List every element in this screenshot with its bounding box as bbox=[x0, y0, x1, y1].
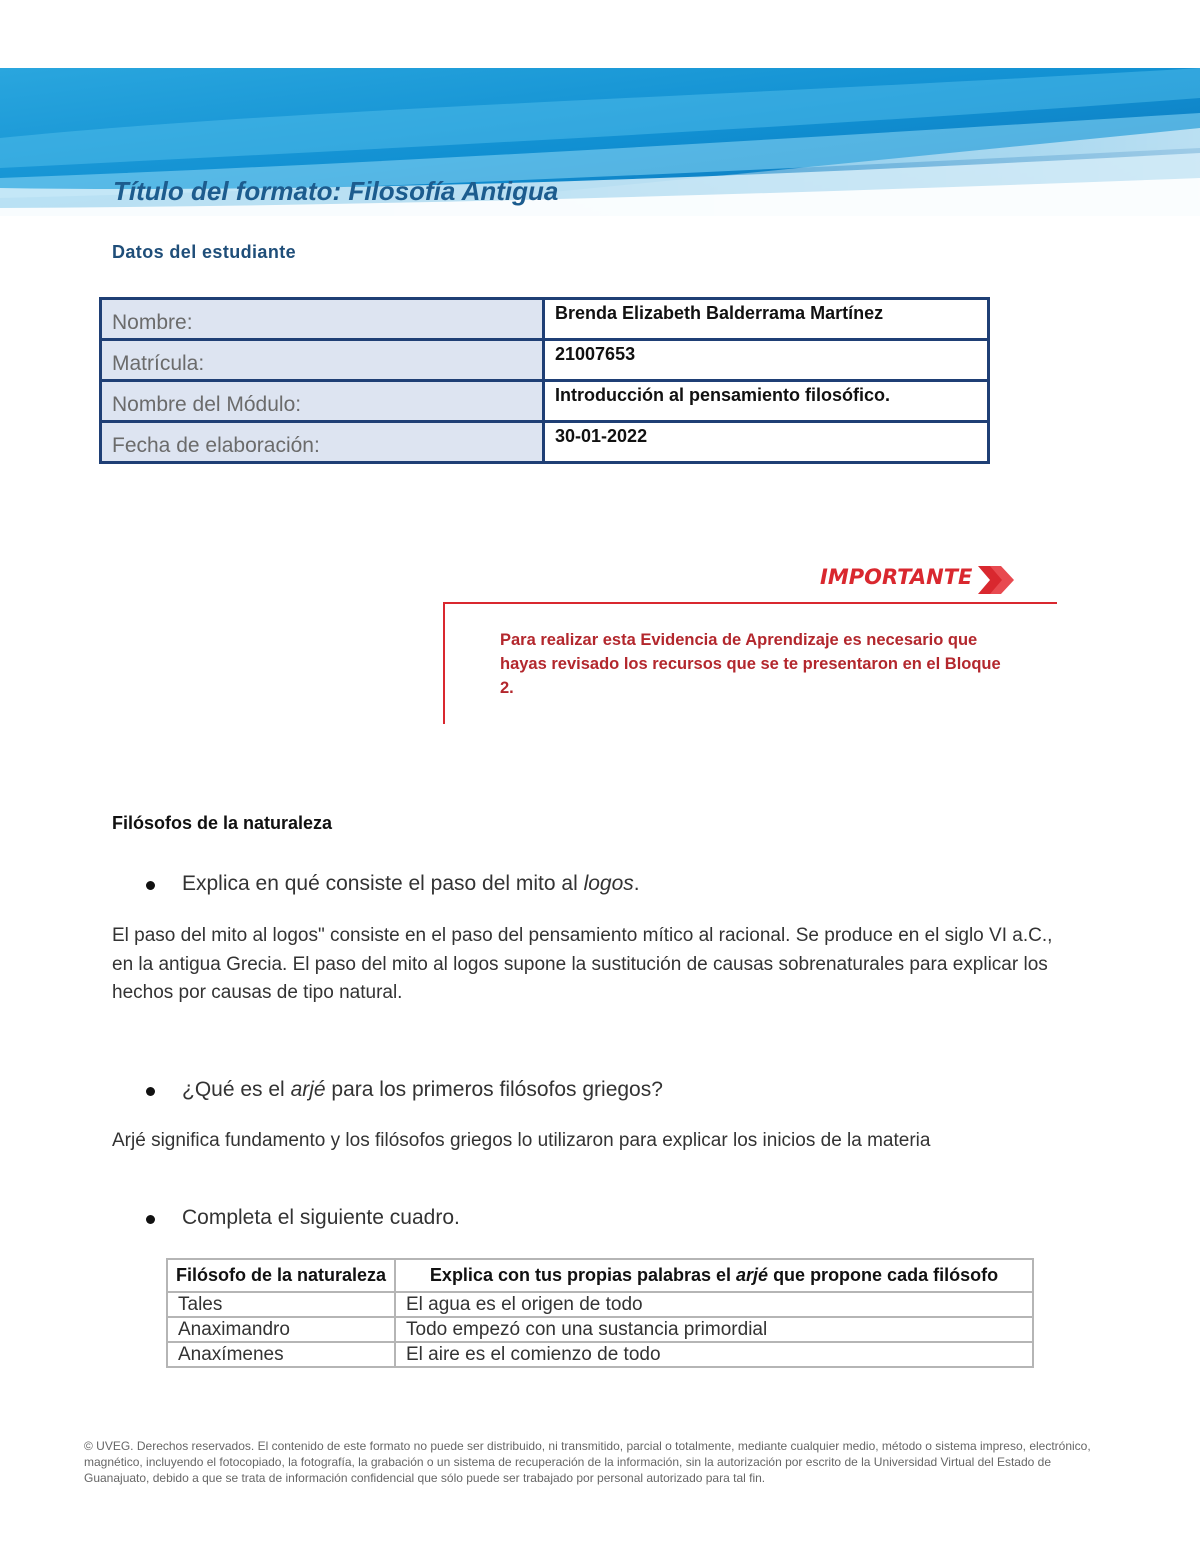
question-2-end: para los primeros filósofos griegos? bbox=[325, 1078, 663, 1101]
table-row bbox=[101, 381, 989, 422]
bullet-icon bbox=[146, 1215, 155, 1224]
table-row bbox=[167, 1317, 1033, 1342]
date-value: 30-01-2022 bbox=[544, 422, 989, 463]
student-id-value: 21007653 bbox=[544, 340, 989, 381]
document-title: Título del formato: Filosofía Antigua bbox=[113, 176, 559, 206]
philosopher-name: Tales bbox=[167, 1292, 395, 1317]
question-2 bbox=[146, 1078, 663, 1102]
philosophers-table bbox=[166, 1258, 1034, 1368]
question-3-text: Completa el siguiente cuadro. bbox=[182, 1206, 460, 1229]
column-header-arje: Explica con tus propias palabras el arjé que propone cada filósofo bbox=[395, 1259, 1033, 1292]
copyright-footer: © UVEG. Derechos reservados. El contenido de este formato no puede ser distribuido, ni transmitido, parcial o totalmente, mediante cualquier medio, método o sistema impreso, electrónico, magnético, incluyendo el fotocopiado, la fotografía, la grabación o un sistema de recuperación de la información, sin la autorización por escrito de la Universidad Virtual del Estado de Guanajuato, debido a que se trata de información confidencial que sólo puede ser trabajado por personal autorizado para tal fin. bbox=[84, 1439, 1091, 1485]
bullet-icon bbox=[146, 881, 155, 890]
philosopher-arje: El agua es el origen de todo bbox=[395, 1292, 1033, 1317]
philosopher-arje: Todo empezó con una sustancia primordial bbox=[395, 1317, 1033, 1342]
question-1-text: Explica en qué consiste el paso del mito al bbox=[182, 872, 584, 895]
philosopher-name: Anaximandro bbox=[167, 1317, 395, 1342]
question-1-italic: logos bbox=[583, 872, 634, 895]
question-1 bbox=[146, 872, 640, 896]
table-row bbox=[101, 340, 989, 381]
answer-2: Arjé significa fundamento y los filósofos griegos lo utilizaron para explicar los inicios de la materia bbox=[112, 1130, 931, 1151]
double-chevron-right-icon bbox=[975, 562, 1017, 603]
student-name-value: Brenda Elizabeth Balderrama Martínez bbox=[544, 299, 989, 340]
table-row bbox=[167, 1342, 1033, 1367]
philosopher-name: Anaxímenes bbox=[167, 1342, 395, 1367]
important-message: Para realizar esta Evidencia de Aprendizaje es necesario que hayas revisado los recursos que se te presentaron en el Bloque 2. bbox=[500, 631, 1001, 697]
question-1-end: . bbox=[633, 872, 640, 895]
important-title: IMPORTANTE bbox=[820, 565, 973, 589]
table-row bbox=[101, 299, 989, 340]
module-name-value: Introducción al pensamiento filosófico. bbox=[544, 381, 989, 422]
table-row bbox=[167, 1292, 1033, 1317]
student-data-table bbox=[99, 297, 990, 464]
answer-1: El paso del mito al logos" consiste en el paso del pensamiento mítico al racional. Se produce en el siglo VI a.C., en la antigua Grecia. El paso del mito al logos supone la sustitución de causas sobrenaturales para explicar los hechos por causas de tipo natural. bbox=[112, 925, 1053, 1003]
question-3 bbox=[146, 1206, 460, 1230]
bullet-icon bbox=[146, 1087, 155, 1096]
question-2-text: ¿Qué es el bbox=[182, 1078, 291, 1101]
section-heading: Filósofos de la naturaleza bbox=[112, 813, 333, 833]
student-name-label: Nombre: bbox=[101, 299, 544, 340]
module-name-label: Nombre del Módulo: bbox=[101, 381, 544, 422]
table-header-row bbox=[167, 1259, 1033, 1292]
student-id-label: Matrícula: bbox=[101, 340, 544, 381]
student-section-heading: Datos del estudiante bbox=[112, 242, 297, 262]
column-header-philosopher: Filósofo de la naturaleza bbox=[167, 1259, 395, 1292]
date-label: Fecha de elaboración: bbox=[101, 422, 544, 463]
philosopher-arje: El aire es el comienzo de todo bbox=[395, 1342, 1033, 1367]
table-row bbox=[101, 422, 989, 463]
question-2-italic: arjé bbox=[290, 1078, 326, 1101]
